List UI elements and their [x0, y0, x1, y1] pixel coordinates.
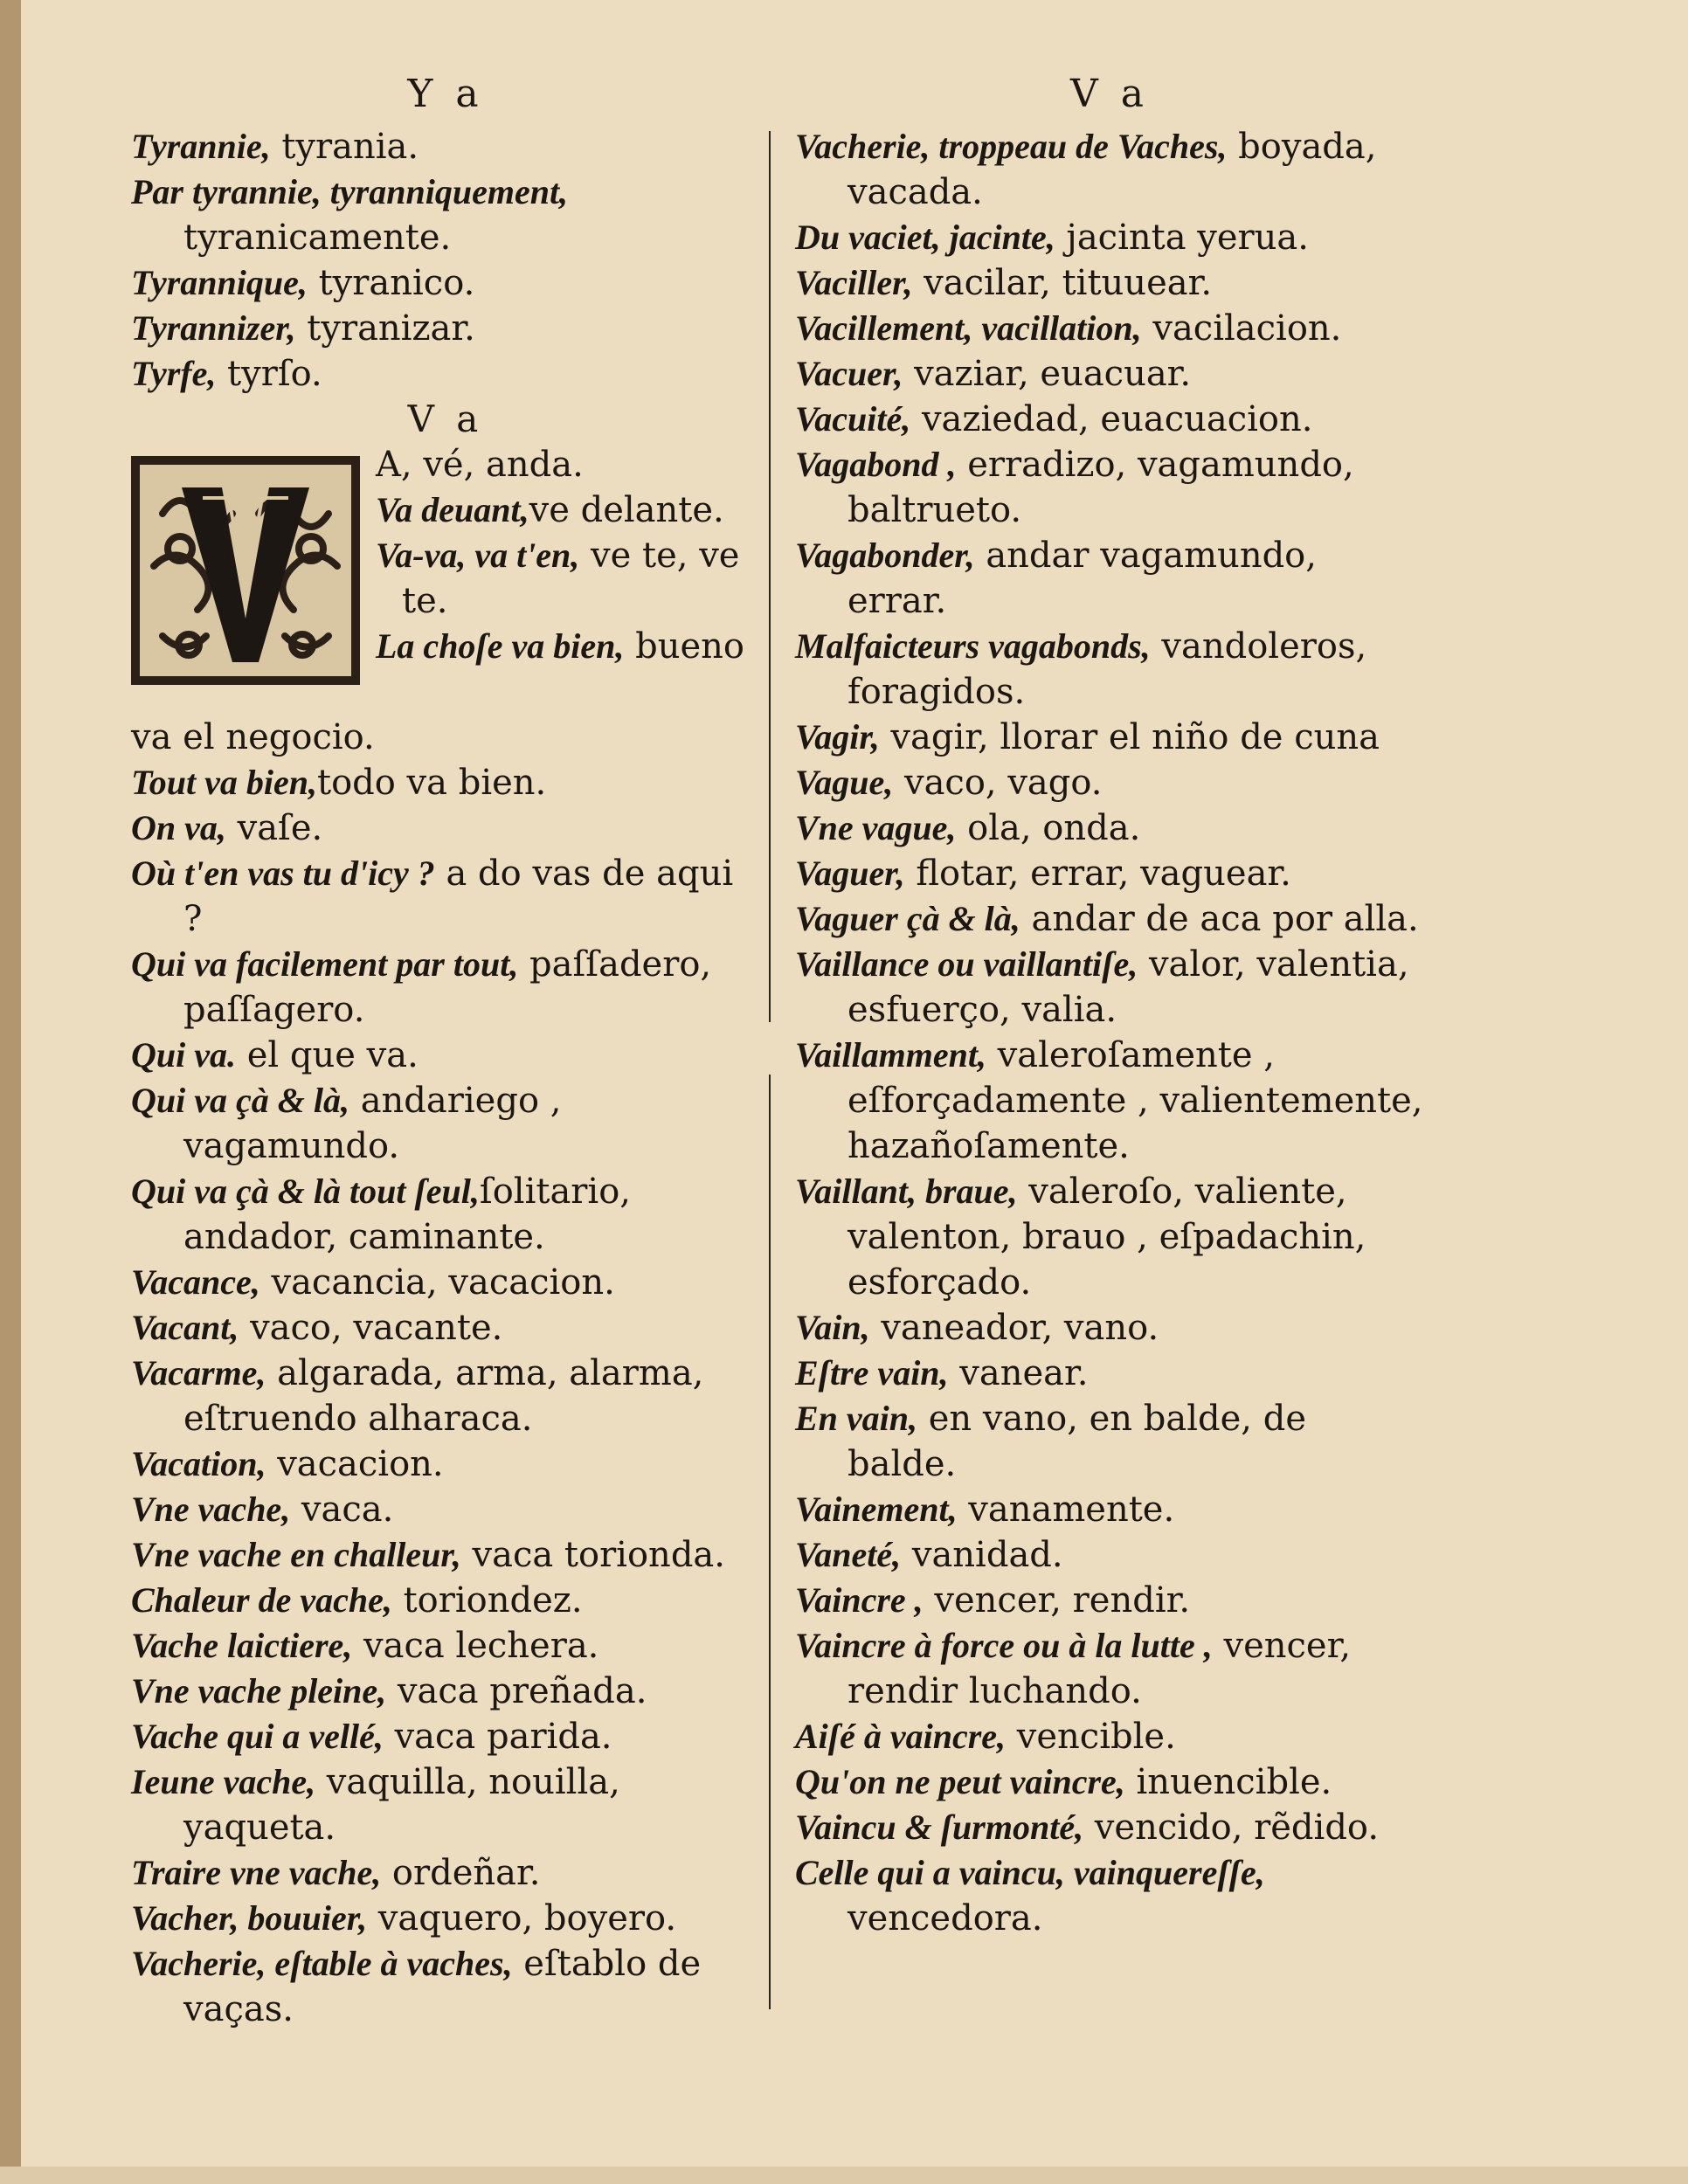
french-term: On va, [131, 808, 226, 847]
spanish-gloss: vacilar, tituuear. [912, 263, 1213, 303]
spanish-gloss: vanidad. [901, 1535, 1063, 1575]
french-term: Vainement, [795, 1489, 958, 1529]
french-term: Celle qui a vaincu, vainquereſſe, [795, 1853, 1265, 1892]
french-term: Qui va. [131, 1035, 236, 1075]
french-term: Vacation, [131, 1444, 266, 1483]
spanish-gloss: vaquero, boyero. [367, 1898, 677, 1939]
dictionary-entry [131, 851, 760, 942]
dictionary-entry [131, 760, 760, 805]
dictionary-entry [131, 942, 760, 1033]
dictionary-entry [795, 624, 1424, 715]
spanish-gloss: vaca parida. [383, 1717, 612, 1757]
french-term: Traire vne vache, [131, 1853, 382, 1892]
entry-list-right [795, 124, 1424, 1941]
running-head-right: V a [1070, 72, 1149, 116]
spanish-gloss: vaca lechera. [352, 1626, 599, 1666]
spanish-gloss: toriondez. [391, 1580, 583, 1621]
dictionary-entry [795, 1033, 1424, 1169]
dictionary-entry [795, 1578, 1424, 1623]
spanish-gloss: algarada, arma, alarma, eſtruendo alharaca. [183, 1353, 704, 1439]
french-term: Tout va bien, [131, 763, 317, 802]
spanish-gloss: valeroſo, valiente, valenton, brauo , eſpadachin, esforçado. [847, 1171, 1366, 1303]
dictionary-entry [795, 1805, 1424, 1850]
dictionary-entry [376, 487, 760, 533]
french-term: Chaleur de vache, [131, 1580, 392, 1620]
dictionary-entry [795, 1305, 1424, 1351]
french-term: Vagabond , [795, 445, 957, 484]
french-term: En vain, [795, 1399, 918, 1438]
french-term: Malfaicteurs vagabonds, [795, 626, 1151, 666]
section-heading: V a [407, 397, 484, 440]
dictionary-entry [795, 942, 1424, 1033]
french-term: Va deuant, [376, 490, 529, 529]
dictionary-entry [795, 805, 1424, 851]
spanish-gloss: erradizo, vagamundo, baltrueto. [847, 445, 1354, 530]
french-term: Qui va çà & là, [131, 1081, 349, 1120]
dictionary-entry [795, 260, 1424, 306]
french-term: Vaincre , [795, 1580, 924, 1620]
french-term: La choſe va bien, [376, 626, 625, 666]
spanish-gloss: vaca preñada. [386, 1671, 647, 1711]
french-term: Vache laictiere, [131, 1626, 353, 1665]
spanish-gloss: vaca torionda. [460, 1535, 725, 1575]
dictionary-entry [131, 1078, 760, 1169]
spanish-gloss: a do vas de aqui ? [183, 854, 734, 939]
french-term: Vaincre à force ou à la lutte , [795, 1626, 1213, 1665]
french-term: Vaillamment, [795, 1035, 986, 1075]
spanish-gloss: vencer, rendir luchando. [847, 1626, 1352, 1711]
entry-list-left-post [131, 715, 760, 2032]
dictionary-entry [131, 124, 760, 169]
french-term: Vaillant, braue, [795, 1171, 1018, 1211]
french-term: Eſtre vain, [795, 1353, 949, 1393]
french-term: Vaneté, [795, 1535, 902, 1574]
spanish-gloss: vencer, rendir. [923, 1580, 1191, 1621]
spanish-gloss: vanamente. [957, 1489, 1175, 1530]
french-term: Vagir, [795, 717, 880, 757]
spanish-gloss: tyrſo. [216, 354, 322, 394]
spanish-gloss: vanear. [948, 1353, 1089, 1393]
dictionary-entry [131, 1441, 760, 1487]
spanish-gloss: vaco, vacante. [239, 1308, 503, 1348]
french-term: Vaincu & ſurmonté, [795, 1807, 1084, 1847]
french-term: Vacuer, [795, 354, 903, 393]
dictionary-entry [131, 1714, 760, 1759]
french-term: Vacant, [131, 1308, 239, 1347]
dictionary-entry [795, 442, 1424, 533]
dictionary-entry [131, 1669, 760, 1714]
dictionary-entry [131, 1941, 760, 2032]
dictionary-entry [131, 1305, 760, 1351]
french-term: Vne vache en challeur, [131, 1535, 461, 1574]
french-term: Vaguer çà & là, [795, 899, 1020, 938]
dropcap-lines [376, 442, 760, 669]
french-term: Vne vache, [131, 1489, 291, 1529]
spanish-gloss: en vano, en balde, de balde. [847, 1399, 1307, 1484]
dictionary-entry [795, 760, 1424, 805]
french-term: Vain, [795, 1308, 870, 1347]
page-binding-shadow [0, 0, 21, 2184]
french-term: Par tyrannie, tyranniquement, [131, 172, 569, 211]
right-column [795, 70, 1424, 1941]
spanish-gloss: vacacion. [266, 1444, 444, 1484]
spanish-gloss: boyada, vacada. [847, 127, 1377, 212]
dictionary-entry [131, 1896, 760, 1941]
dictionary-entry [795, 896, 1424, 942]
spanish-gloss: vencido, rẽdido. [1083, 1807, 1380, 1848]
spanish-gloss: vaca. [290, 1489, 394, 1530]
french-term: Du vaciet, jacinte, [795, 218, 1055, 257]
french-term: Vacherie, troppeau de Vaches, [795, 127, 1228, 166]
french-term: Vague, [795, 763, 894, 802]
dictionary-entry [131, 1850, 760, 1896]
french-term: Tyrfe, [131, 354, 217, 393]
dictionary-entry [131, 805, 760, 851]
spanish-gloss: ve te, ve te. [402, 536, 740, 621]
dictionary-entry [131, 1623, 760, 1669]
spanish-gloss: tyrania. [270, 127, 419, 167]
spanish-gloss: bueno [624, 626, 744, 667]
french-term: Tyrannizer, [131, 308, 296, 348]
french-term: Vaguer, [795, 854, 905, 893]
dictionary-entry [795, 1759, 1424, 1805]
spanish-gloss: ordeñar. [381, 1853, 541, 1893]
spanish-gloss: paſſadero, paſſagero. [183, 944, 712, 1030]
dictionary-entry [795, 1169, 1424, 1305]
french-term: Aiſé à vaincre, [795, 1717, 1007, 1756]
spanish-gloss: ola, onda. [956, 808, 1141, 848]
spanish-gloss: todo va bien. [317, 763, 547, 803]
french-term: Où t'en vas tu d'icy ? [131, 854, 435, 893]
dictionary-entry [131, 1033, 760, 1078]
running-head-left: Y a [407, 72, 484, 116]
spanish-gloss: andar de aca por alla. [1020, 899, 1419, 939]
dictionary-entry [131, 260, 760, 306]
spanish-gloss: vacilacion. [1141, 308, 1342, 349]
column-divider-upper [769, 131, 771, 1022]
dictionary-entry [131, 1578, 760, 1623]
entry-list-left-pre [131, 124, 760, 397]
french-term: Vacherie, eſtable à vaches, [131, 1944, 513, 1983]
french-term: Tyrannique, [131, 263, 308, 302]
dictionary-entry [795, 1487, 1424, 1532]
dictionary-entry [795, 215, 1424, 260]
dictionary-entry [131, 351, 760, 397]
spanish-gloss: vencedora. [847, 1898, 1043, 1939]
dictionary-entry [131, 1532, 760, 1578]
dictionary-entry [131, 1260, 760, 1305]
french-term: Vne vague, [795, 808, 957, 847]
spanish-gloss: valor, valentia, esfuerço, valia. [847, 944, 1409, 1030]
spanish-gloss: andariego , vagamundo. [183, 1081, 562, 1166]
spanish-gloss: A, vé, anda. [376, 445, 584, 485]
spanish-gloss: vandoleros, foragidos. [847, 626, 1367, 712]
dictionary-entry [131, 1487, 760, 1532]
french-term: Qui va çà & là tout ſeul, [131, 1171, 480, 1211]
dictionary-entry [795, 306, 1424, 351]
spanish-gloss: andar vagamundo, errar. [847, 536, 1317, 621]
french-term: Vache qui a vellé, [131, 1717, 384, 1756]
french-term: Vagabonder, [795, 536, 975, 575]
spanish-gloss: vaneador, vano. [869, 1308, 1159, 1348]
dictionary-entry [795, 533, 1424, 624]
dictionary-entry [795, 1532, 1424, 1578]
french-term: Qu'on ne peut vaincre, [795, 1762, 1125, 1801]
spanish-gloss: vagir, llorar el niño de cuna [879, 717, 1380, 757]
spanish-gloss: tyranizar. [295, 308, 475, 349]
column-divider-lower [769, 1075, 771, 2009]
french-term: Tyrannie, [131, 127, 271, 166]
dictionary-entry [131, 715, 760, 760]
dictionary-entry [795, 715, 1424, 760]
spanish-gloss: vaziedad, euacuacion. [910, 399, 1313, 439]
ornamental-initial-icon [128, 453, 363, 688]
french-term: Vaciller, [795, 263, 913, 302]
french-term: Vaillance ou vaillantiſe, [795, 944, 1138, 984]
dictionary-entry [131, 1759, 760, 1850]
dictionary-entry [376, 624, 760, 669]
dictionary-entry [795, 397, 1424, 442]
dictionary-entry [795, 851, 1424, 896]
dictionary-entry [795, 1714, 1424, 1759]
dictionary-entry [795, 1351, 1424, 1396]
dictionary-entry [795, 124, 1424, 215]
spanish-gloss: eſtablo de vaças. [183, 1944, 702, 2029]
spanish-gloss: vaſe. [225, 808, 323, 848]
french-term: Vacarme, [131, 1353, 266, 1393]
dictionary-entry [795, 1396, 1424, 1487]
spanish-gloss: inuencible. [1124, 1762, 1332, 1802]
dictionary-entry [131, 1351, 760, 1441]
french-term: Vacance, [131, 1262, 260, 1302]
spanish-gloss: va el negocio. [131, 717, 375, 757]
spanish-gloss: vaziar, euacuar. [903, 354, 1192, 394]
spanish-gloss: vaquilla, nouilla, yaqueta. [183, 1762, 620, 1848]
dictionary-entry [131, 169, 760, 260]
dictionary-entry [795, 1850, 1424, 1941]
spanish-gloss: vaco, vago. [893, 763, 1103, 803]
dropcap-block [131, 442, 760, 715]
dictionary-entry [795, 351, 1424, 397]
french-term: Ieune vache, [131, 1762, 316, 1801]
dictionary-entry [376, 442, 760, 487]
dictionary-entry [131, 1169, 760, 1260]
spanish-gloss: vencible. [1006, 1717, 1176, 1757]
french-term: Vacuité, [795, 399, 911, 439]
page-bottom-edge [0, 2167, 1688, 2184]
dictionary-entry [376, 533, 760, 624]
french-term: Vacillement, vacillation, [795, 308, 1142, 348]
spanish-gloss: flotar, errar, vaguear. [904, 854, 1291, 894]
french-term: Qui va facilement par tout, [131, 944, 519, 984]
spanish-gloss: vacancia, vacacion. [259, 1262, 615, 1303]
spanish-gloss: ve delante. [529, 490, 724, 530]
spanish-gloss: tyranicamente. [183, 218, 452, 258]
french-term: Vacher, bouuier, [131, 1898, 368, 1938]
french-term: Vne vache pleine, [131, 1671, 387, 1711]
spanish-gloss: el que va. [236, 1035, 419, 1075]
french-term: Va-va, va t'en, [376, 536, 580, 575]
spanish-gloss: tyranico. [307, 263, 475, 303]
dictionary-entry [131, 306, 760, 351]
spanish-gloss: jacinta yerua. [1055, 218, 1309, 258]
spanish-gloss: valeroſamente , eſforçadamente , valientemente, hazañoſamente. [847, 1035, 1423, 1166]
spanish-gloss: ſolitario, andador, caminante. [183, 1171, 631, 1257]
left-column [131, 70, 760, 2032]
dictionary-entry [795, 1623, 1424, 1714]
